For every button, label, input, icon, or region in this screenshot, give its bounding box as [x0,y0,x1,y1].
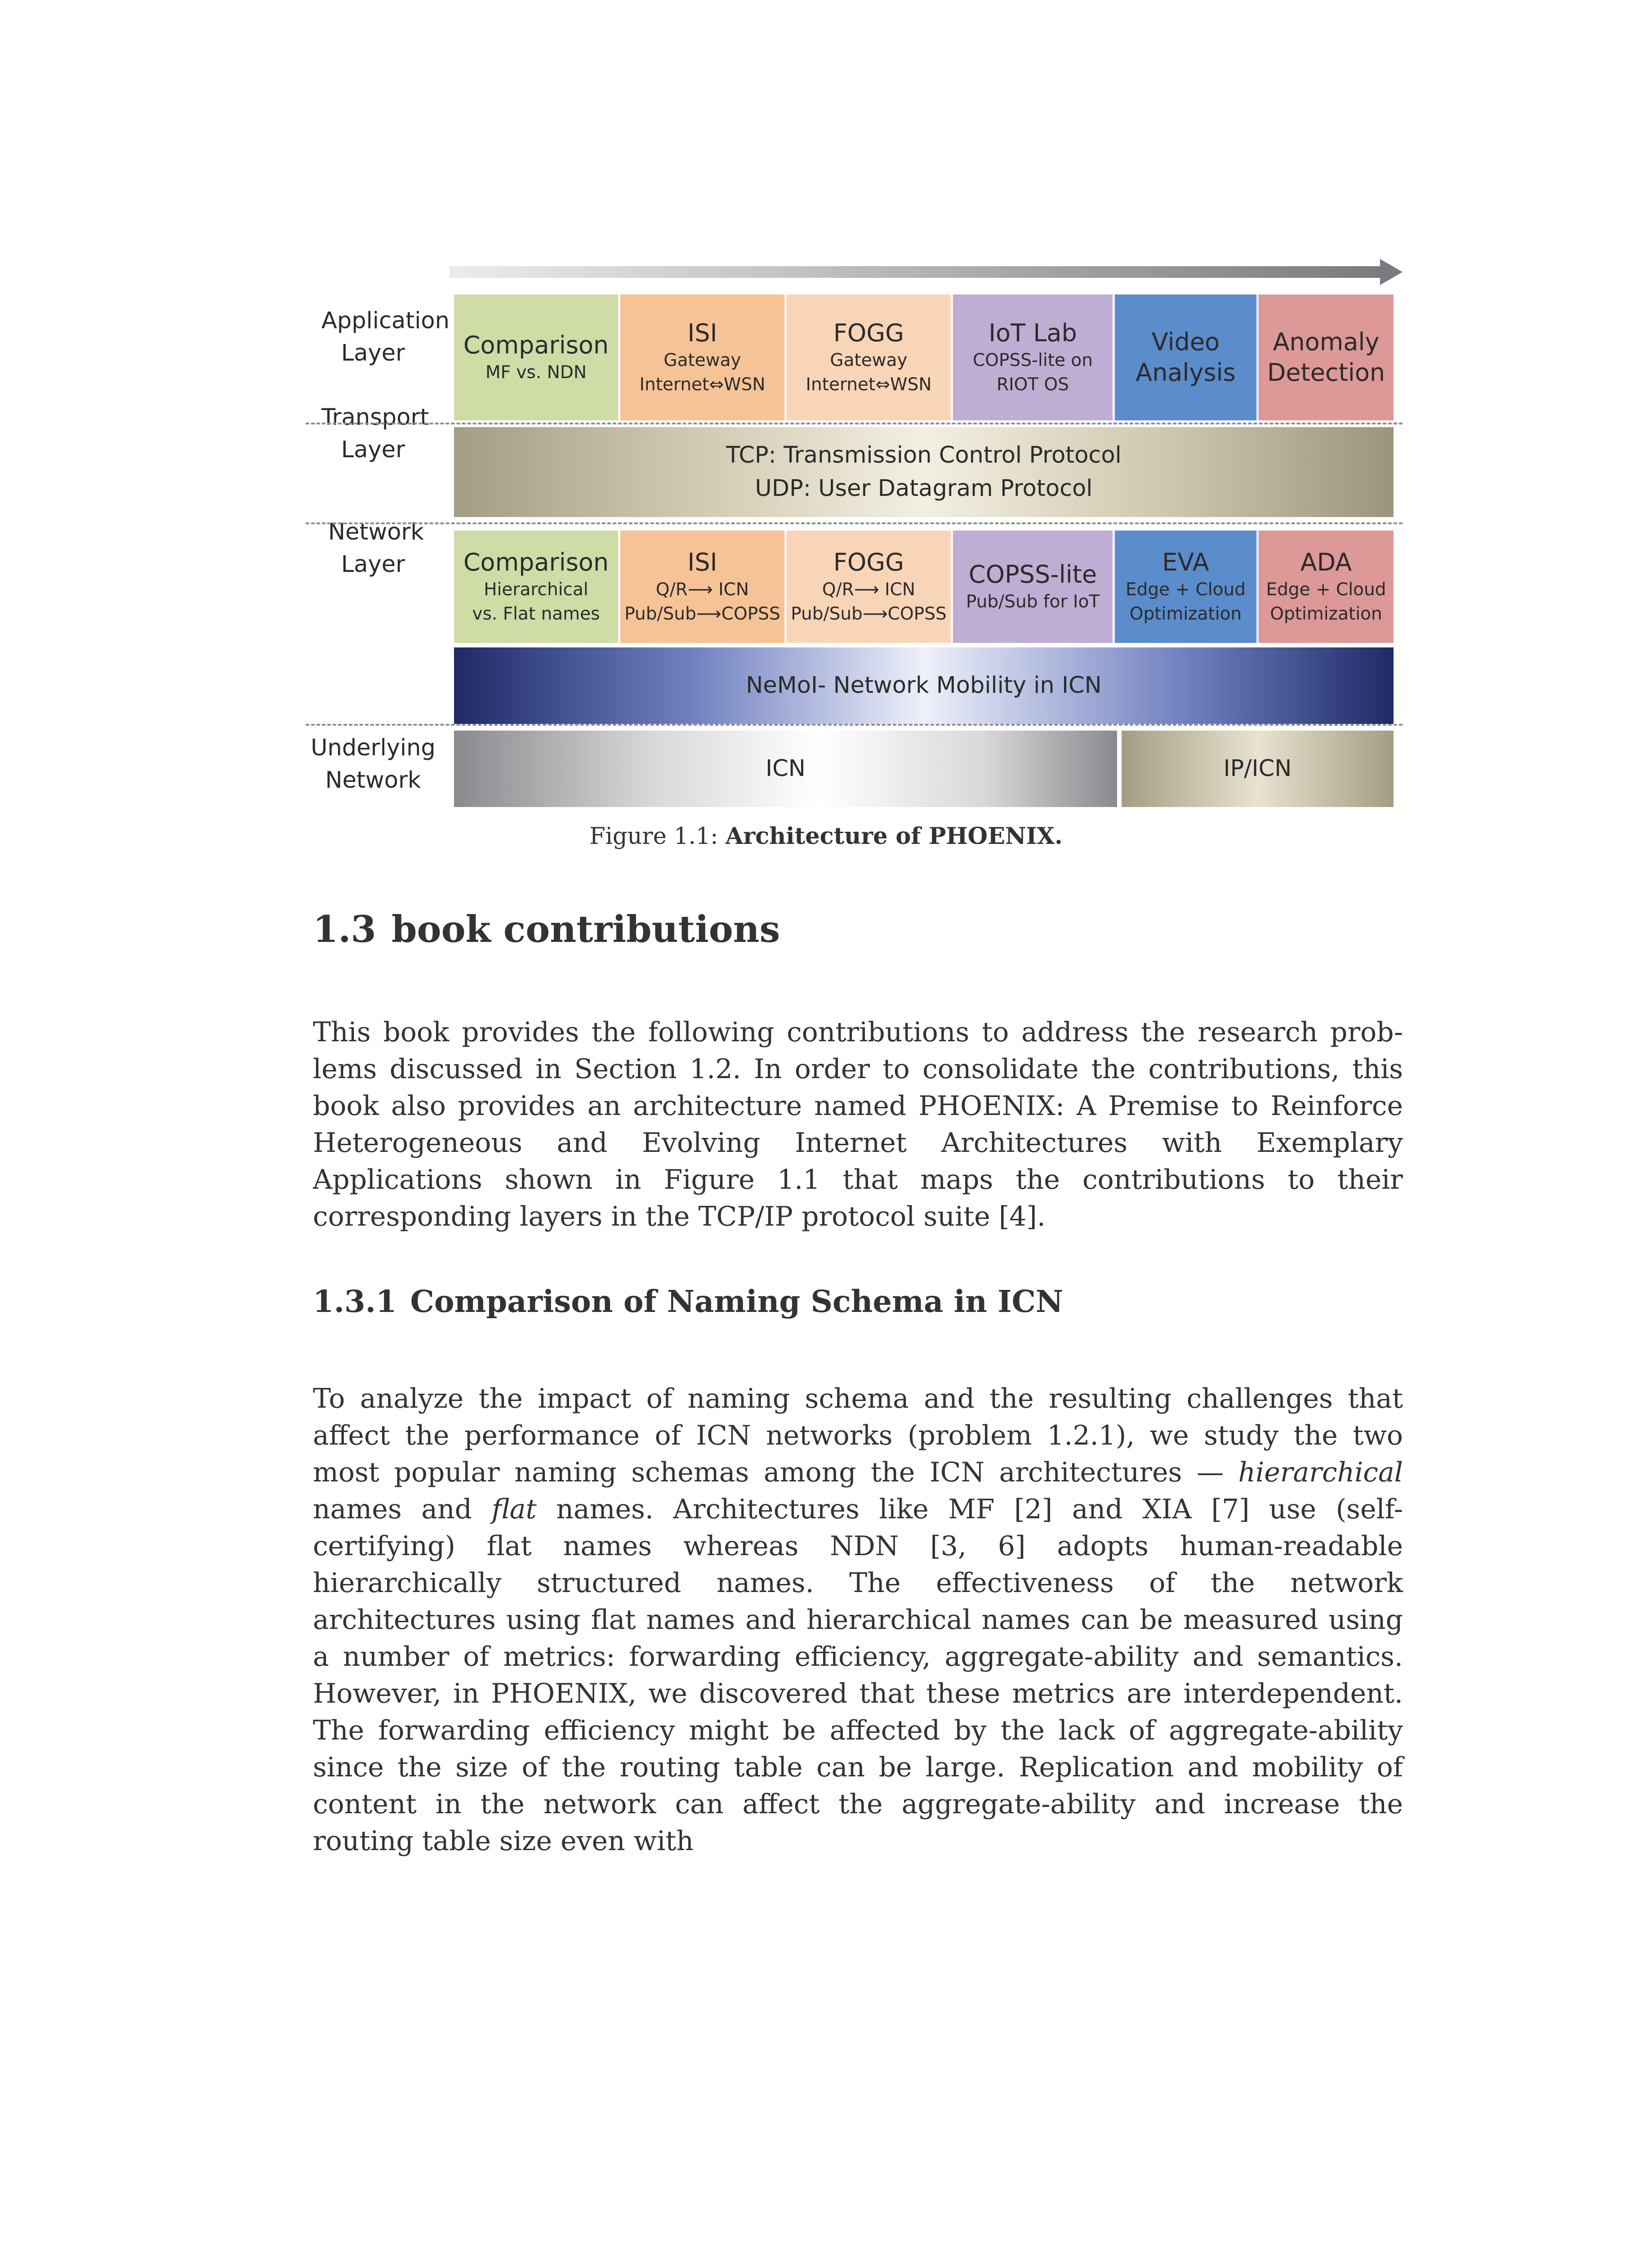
section-heading [313,908,780,951]
subsection-number: 1.3.1 [313,1284,397,1319]
subsection-paragraph [313,1380,1403,1860]
subsection-title: Comparison of Naming Schema in ICN [410,1284,1064,1319]
transport-layer-label: Transport Layer [321,404,429,463]
box-subtitle: COPSS-lite on [973,350,1093,370]
box-subtitle: Internet⇔WSN [639,375,766,395]
box-subtitle: Gateway [830,350,908,370]
box-subtitle: Optimization [1129,604,1242,624]
box-title: Analysis [1135,358,1236,387]
app-box-isi [620,294,787,420]
box-subtitle: RIOT OS [997,375,1069,395]
box-subtitle: MF vs. NDN [485,362,587,383]
app-box-fogg [787,294,953,420]
paragraph-text: names. Architectures like MF [2] and XIA [7] use (self-certifying) flat names whereas NDN [3, 6] adopts human-readable hierarchically structured names. The effectiveness of the network architectures using flat names and hierarchical names can be measured using a number of metrics: forwarding efficiency, aggregate-ability and semantics. However, in PHOENIX, we discovered that these metrics are interdependent. The forwarding efficiency might be affected by the lack of aggregate-ability since the size of the routing table can be large. Replication and mobility of content in the network can affect the aggregate-ability and increase the routing table size even with [313,1494,1403,1857]
app-box-anomaly-detection [1259,294,1394,420]
app-box-comparison [454,294,620,420]
caption-title: Architecture of PHOENIX. [725,823,1063,850]
emphasis-hierarchical: hierarchical [1238,1457,1403,1488]
ip-icn-band [1122,731,1394,807]
udp-label: UDP: User Datagram Protocol [755,475,1093,502]
box-subtitle: Q/R⟶ ICN [655,580,749,600]
net-box-copss-lite [953,531,1115,643]
tcp-label: TCP: Transmission Control Protocol [726,442,1122,468]
box-subtitle: Gateway [663,350,741,370]
box-subtitle: Pub/Sub⟶COPSS [791,604,947,624]
box-subtitle: Optimization [1270,604,1382,624]
box-title: Video [1151,328,1220,356]
box-title: Anomaly [1273,328,1380,356]
paragraph-text: This book provides the following contributions to address the research prob-lems discussed in Section 1.2. In order to consolidate the contributions, this book also provides an architecture named PHOENIX: A Premise to Reinforce Heterogeneous and Evolving Internet Architectures with Exemplary Applications shown in Figure 1.1 that maps the contributions to their corresponding layers in the TCP/IP protocol suite [4]. [313,1017,1403,1232]
net-box-ada [1259,531,1394,643]
mobility-band [454,647,1394,724]
box-subtitle: Edge + Cloud [1266,580,1386,600]
box-title: FOGG [833,548,904,576]
box-subtitle: vs. Flat names [472,604,600,624]
icn-band [454,731,1117,807]
section-title: book contributions [391,908,780,951]
box-subtitle: Internet⇔WSN [806,375,932,395]
app-box-iot-lab [953,294,1115,420]
ip-icn-label: IP/ICN [1223,755,1292,782]
box-title: COPSS-lite [968,560,1097,589]
application-layer-label: Application Layer [321,308,450,366]
app-box-video-analysis [1115,294,1259,420]
layer-divider [306,423,1403,424]
icn-label: ICN [766,755,806,782]
layer-divider [306,522,1403,524]
box-title: Comparison [463,548,609,576]
figure-caption [0,823,1652,850]
net-box-eva [1115,531,1259,643]
subsection-heading [313,1284,1063,1319]
box-subtitle: Pub/Sub for IoT [966,592,1100,612]
paragraph-text: names and [313,1494,492,1525]
caption-prefix: Figure 1.1: [589,823,718,850]
box-subtitle: Q/R⟶ ICN [822,580,916,600]
nemoi-label: NeMoI- Network Mobility in ICN [746,672,1102,699]
emphasis-flat: flat [491,1494,537,1525]
box-subtitle: Edge + Cloud [1125,580,1246,600]
net-box-comparison [454,531,620,643]
net-box-fogg [787,531,953,643]
box-title: FOGG [833,319,904,347]
paragraph-text: To analyze the impact of naming schema and the resulting challenges that affect the performance of ICN networks (problem 1.2.1), we study the two most popular naming schemas among the ICN architectures — [313,1383,1403,1488]
box-title: IoT Lab [989,319,1077,347]
section-number: 1.3 [313,908,376,951]
progression-arrow [450,256,1412,288]
section-paragraph [313,1014,1403,1235]
box-title: ISI [687,319,717,347]
box-title: Comparison [463,331,609,359]
box-title: ADA [1300,548,1352,576]
box-subtitle: Hierarchical [484,580,588,600]
box-title: ISI [687,548,717,576]
box-title: EVA [1162,548,1209,576]
net-box-isi [620,531,787,643]
network-layer-label: Network Layer [328,519,424,578]
box-subtitle: Pub/Sub⟶COPSS [624,604,780,624]
underlying-network-label: Underlying Network [311,735,436,794]
architecture-figure [306,256,1412,814]
box-title: Detection [1267,358,1385,387]
layer-divider [306,724,1403,726]
transport-band [454,427,1394,517]
